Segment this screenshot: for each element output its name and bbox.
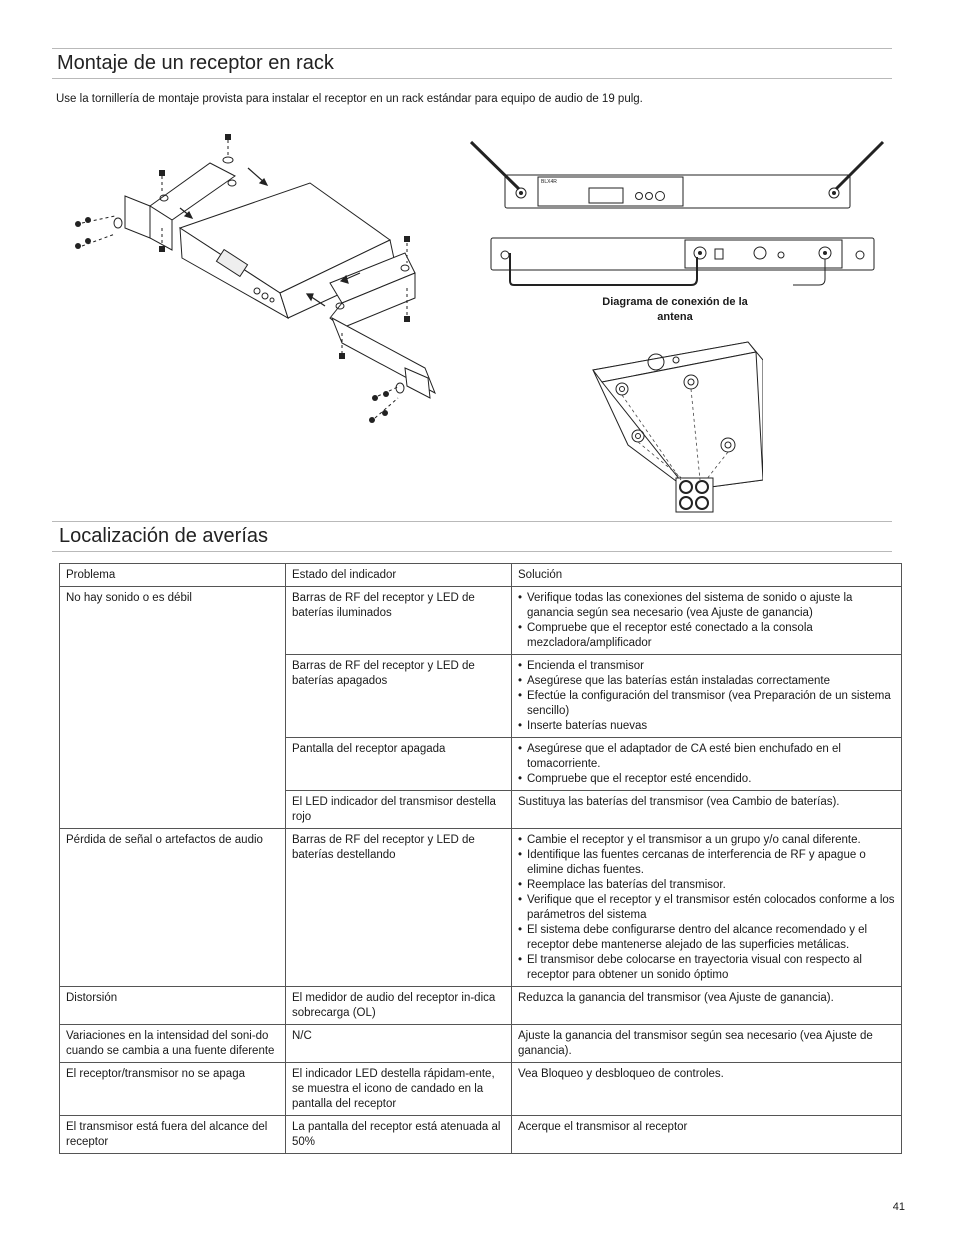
solution-item: • Inserte baterías nuevas: [518, 719, 895, 734]
solution-cell: [512, 829, 902, 987]
indicator-cell: N/C: [286, 1025, 512, 1063]
solution-cell: Ajuste la ganancia del transmisor según sea necesario (vea Ajuste de ganancia).: [512, 1025, 902, 1063]
section1-bottom-rule: [52, 78, 892, 79]
problem-cell: Pérdida de señal o artefactos de audio: [60, 829, 286, 987]
section1-title: Montaje de un receptor en rack: [57, 52, 334, 74]
header-solution: Solución: [512, 564, 902, 587]
solution-item: • El transmisor debe colocarse en trayectoria visual con respecto al receptor para obtener un sonido óptimo: [518, 953, 895, 983]
table-header-row: [60, 564, 902, 587]
problem-cell: Distorsión: [60, 987, 286, 1025]
solution-item: • Efectúe la configuración del transmisor (vea Preparación de un sistema sencillo): [518, 689, 895, 719]
problem-cell: El receptor/transmisor no se apaga: [60, 1063, 286, 1116]
indicator-cell: El medidor de audio del receptor in-dica sobrecarga (OL): [286, 987, 512, 1025]
rack-mount-exploded-illustration: [60, 128, 440, 433]
section2-bottom-rule: [52, 551, 892, 552]
solution-item: • Asegúrese que el adaptador de CA esté bien enchufado en el tomacorriente.: [518, 742, 895, 772]
solution-cell: [512, 738, 902, 791]
antenna-diagram-caption: Diagrama de conexión de la antena: [602, 296, 748, 323]
solution-item: • Compruebe que el receptor esté conectado a la consola mezcladora/amplificador: [518, 621, 895, 651]
solution-item: • Verifique todas las conexiones del sistema de sonido o ajuste la ganancia según sea necesario (vea Ajuste de ganancia): [518, 591, 895, 621]
solution-cell: Reduzca la ganancia del transmisor (vea Ajuste de ganancia).: [512, 987, 902, 1025]
indicator-cell: Pantalla del receptor apagada: [286, 738, 512, 791]
table-row: [60, 1116, 902, 1154]
solution-cell: Acerque el transmisor al receptor: [512, 1116, 902, 1154]
solution-item: • Encienda el transmisor: [518, 659, 895, 674]
problem-cell: Variaciones en la intensidad del soni-do cuando se cambia a una fuente diferente: [60, 1025, 286, 1063]
section1-intro: Use la tornillería de montaje provista para instalar el receptor en un rack estándar para equipo de audio de 19 pulg.: [56, 93, 643, 105]
section2-top-rule: [52, 521, 892, 522]
solution-item: • Asegúrese que las baterías están instaladas correctamente: [518, 674, 895, 689]
solution-item: • Identifique las fuentes cercanas de interferencia de RF y apague o elimine dichas fuentes.: [518, 848, 895, 878]
solution-item: • Cambie el receptor y el transmisor a un grupo y/o canal diferente.: [518, 833, 895, 848]
indicator-cell: El LED indicador del transmisor destella rojo: [286, 791, 512, 829]
table-row: [60, 1063, 902, 1116]
indicator-cell: Barras de RF del receptor y LED de baterías iluminados: [286, 587, 512, 655]
indicator-cell: Barras de RF del receptor y LED de baterías destellando: [286, 829, 512, 987]
section2-title: Localización de averías: [59, 525, 269, 547]
solution-item: • Reemplace las baterías del transmisor.: [518, 878, 895, 893]
front-panel-model-label: BLX4R: [541, 179, 557, 185]
header-indicator: Estado del indicador: [286, 564, 512, 587]
antenna-connection-diagram: [465, 133, 885, 288]
solution-item: • Verifique que el receptor y el transmisor estén colocados conforme a los parámetros del sistema: [518, 893, 895, 923]
indicator-cell: La pantalla del receptor está atenuada al 50%: [286, 1116, 512, 1154]
indicator-cell: El indicador LED destella rápidam-ente, se muestra el icono de candado en la pantalla del receptor: [286, 1063, 512, 1116]
rubber-feet-illustration: [588, 340, 763, 515]
indicator-cell: Barras de RF del receptor y LED de baterías apagados: [286, 655, 512, 738]
table-row: [60, 587, 902, 655]
section1-top-rule: [52, 48, 892, 49]
solution-cell: Sustituya las baterías del transmisor (vea Cambio de baterías).: [512, 791, 902, 829]
solution-item: • Compruebe que el receptor esté encendido.: [518, 772, 895, 787]
solution-item: • El sistema debe configurarse dentro del alcance recomendado y el receptor debe mantenerse alejado de las superficies metálicas.: [518, 923, 895, 953]
header-problem: Problema: [60, 564, 286, 587]
problem-cell: El transmisor está fuera del alcance del receptor: [60, 1116, 286, 1154]
page-number: 41: [892, 1201, 905, 1213]
solution-cell: [512, 587, 902, 655]
problem-cell: No hay sonido o es débil: [60, 587, 286, 829]
troubleshooting-table: [59, 563, 902, 1154]
table-row: [60, 987, 902, 1025]
solution-cell: [512, 655, 902, 738]
table-row: [60, 1025, 902, 1063]
table-row: [60, 829, 902, 987]
solution-cell: Vea Bloqueo y desbloqueo de controles.: [512, 1063, 902, 1116]
